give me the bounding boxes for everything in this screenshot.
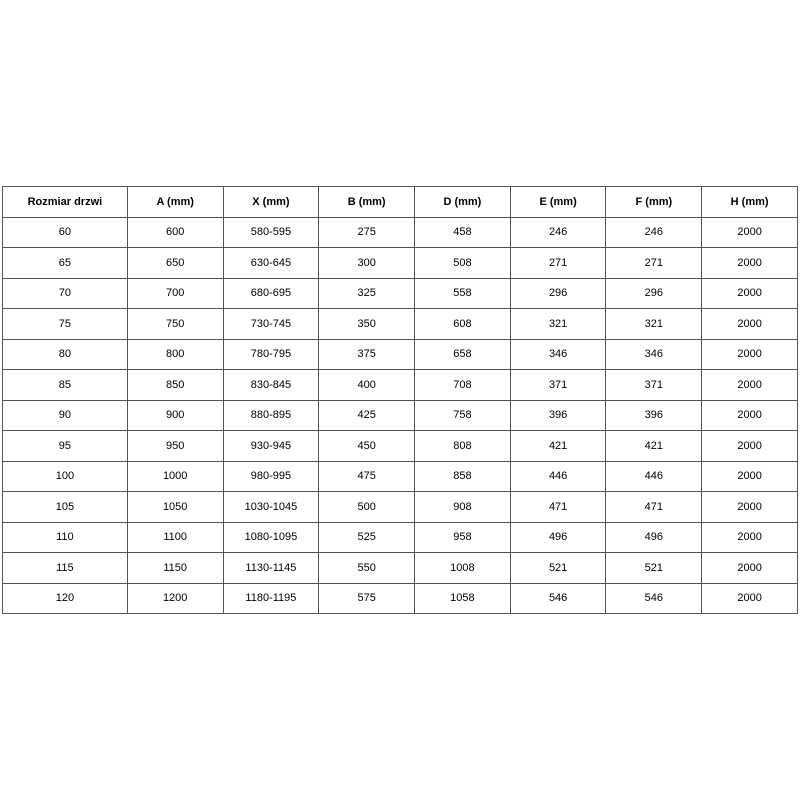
table-cell: 396: [510, 400, 606, 431]
table-cell: 421: [510, 431, 606, 462]
table-row: [3, 278, 798, 309]
table-cell: 271: [510, 248, 606, 279]
table-cell: 800: [127, 339, 223, 370]
table-cell: 496: [606, 522, 702, 553]
door-size-table-container: [2, 186, 798, 614]
table-cell: 608: [415, 309, 511, 340]
table-cell: 1200: [127, 583, 223, 614]
table-cell: 2000: [702, 492, 798, 523]
table-cell: 246: [510, 217, 606, 248]
column-header-a-mm: A (mm): [127, 187, 223, 218]
table-cell: 446: [510, 461, 606, 492]
table-cell: 421: [606, 431, 702, 462]
table-cell: 90: [3, 400, 128, 431]
table-cell: 1100: [127, 522, 223, 553]
table-cell: 1050: [127, 492, 223, 523]
table-cell: 458: [415, 217, 511, 248]
table-cell: 730-745: [223, 309, 319, 340]
table-row: [3, 461, 798, 492]
table-cell: 1130-1145: [223, 553, 319, 584]
table-cell: 75: [3, 309, 128, 340]
table-cell: 95: [3, 431, 128, 462]
table-cell: 808: [415, 431, 511, 462]
table-cell: 246: [606, 217, 702, 248]
table-cell: 930-945: [223, 431, 319, 462]
table-cell: 300: [319, 248, 415, 279]
table-cell: 471: [606, 492, 702, 523]
table-cell: 2000: [702, 370, 798, 401]
table-header: [3, 187, 798, 218]
column-header-h-mm: H (mm): [702, 187, 798, 218]
table-cell: 650: [127, 248, 223, 279]
table-row: [3, 492, 798, 523]
table-cell: 85: [3, 370, 128, 401]
table-cell: 908: [415, 492, 511, 523]
table-cell: 1150: [127, 553, 223, 584]
table-cell: 558: [415, 278, 511, 309]
table-cell: 1008: [415, 553, 511, 584]
table-cell: 475: [319, 461, 415, 492]
table-body: [3, 217, 798, 614]
table-cell: 350: [319, 309, 415, 340]
table-cell: 758: [415, 400, 511, 431]
table-cell: 100: [3, 461, 128, 492]
table-cell: 371: [510, 370, 606, 401]
table-cell: 700: [127, 278, 223, 309]
column-header-e-mm: E (mm): [510, 187, 606, 218]
table-cell: 508: [415, 248, 511, 279]
table-cell: 658: [415, 339, 511, 370]
column-header-d-mm: D (mm): [415, 187, 511, 218]
table-cell: 346: [510, 339, 606, 370]
table-cell: 60: [3, 217, 128, 248]
table-cell: 425: [319, 400, 415, 431]
column-header-b-mm: B (mm): [319, 187, 415, 218]
table-cell: 471: [510, 492, 606, 523]
table-cell: 521: [510, 553, 606, 584]
table-cell: 630-645: [223, 248, 319, 279]
table-cell: 2000: [702, 522, 798, 553]
table-row: [3, 522, 798, 553]
table-cell: 400: [319, 370, 415, 401]
table-cell: 2000: [702, 278, 798, 309]
table-cell: 575: [319, 583, 415, 614]
table-cell: 296: [606, 278, 702, 309]
table-cell: 550: [319, 553, 415, 584]
table-row: [3, 309, 798, 340]
table-cell: 396: [606, 400, 702, 431]
table-cell: 546: [606, 583, 702, 614]
table-cell: 600: [127, 217, 223, 248]
table-cell: 1000: [127, 461, 223, 492]
table-cell: 2000: [702, 583, 798, 614]
table-cell: 115: [3, 553, 128, 584]
table-cell: 850: [127, 370, 223, 401]
table-cell: 980-995: [223, 461, 319, 492]
door-size-spec-table: [2, 186, 798, 614]
table-cell: 708: [415, 370, 511, 401]
table-cell: 321: [606, 309, 702, 340]
column-header-f-mm: F (mm): [606, 187, 702, 218]
table-cell: 2000: [702, 431, 798, 462]
table-cell: 958: [415, 522, 511, 553]
table-cell: 2000: [702, 309, 798, 340]
table-row: [3, 370, 798, 401]
table-cell: 346: [606, 339, 702, 370]
table-row: [3, 553, 798, 584]
table-cell: 450: [319, 431, 415, 462]
table-cell: 2000: [702, 461, 798, 492]
table-cell: 950: [127, 431, 223, 462]
table-row: [3, 400, 798, 431]
table-row: [3, 339, 798, 370]
column-header-x-mm: X (mm): [223, 187, 319, 218]
column-header-rozmiar-drzwi: Rozmiar drzwi: [3, 187, 128, 218]
table-cell: 521: [606, 553, 702, 584]
table-cell: 105: [3, 492, 128, 523]
table-cell: 65: [3, 248, 128, 279]
table-cell: 321: [510, 309, 606, 340]
table-cell: 2000: [702, 339, 798, 370]
table-cell: 2000: [702, 217, 798, 248]
table-cell: 2000: [702, 248, 798, 279]
table-cell: 900: [127, 400, 223, 431]
table-cell: 780-795: [223, 339, 319, 370]
table-cell: 496: [510, 522, 606, 553]
table-cell: 80: [3, 339, 128, 370]
table-row: [3, 248, 798, 279]
header-row: [3, 187, 798, 218]
table-cell: 500: [319, 492, 415, 523]
table-cell: 546: [510, 583, 606, 614]
table-cell: 446: [606, 461, 702, 492]
table-cell: 1180-1195: [223, 583, 319, 614]
table-cell: 325: [319, 278, 415, 309]
table-cell: 271: [606, 248, 702, 279]
table-cell: 858: [415, 461, 511, 492]
table-cell: 375: [319, 339, 415, 370]
table-row: [3, 583, 798, 614]
table-cell: 110: [3, 522, 128, 553]
table-cell: 680-695: [223, 278, 319, 309]
table-cell: 275: [319, 217, 415, 248]
table-row: [3, 431, 798, 462]
table-cell: 1080-1095: [223, 522, 319, 553]
table-cell: 120: [3, 583, 128, 614]
table-cell: 1058: [415, 583, 511, 614]
table-cell: 2000: [702, 400, 798, 431]
table-cell: 296: [510, 278, 606, 309]
table-cell: 70: [3, 278, 128, 309]
table-cell: 525: [319, 522, 415, 553]
table-cell: 371: [606, 370, 702, 401]
table-cell: 580-595: [223, 217, 319, 248]
table-cell: 2000: [702, 553, 798, 584]
table-cell: 830-845: [223, 370, 319, 401]
table-row: [3, 217, 798, 248]
table-cell: 1030-1045: [223, 492, 319, 523]
table-cell: 880-895: [223, 400, 319, 431]
table-cell: 750: [127, 309, 223, 340]
